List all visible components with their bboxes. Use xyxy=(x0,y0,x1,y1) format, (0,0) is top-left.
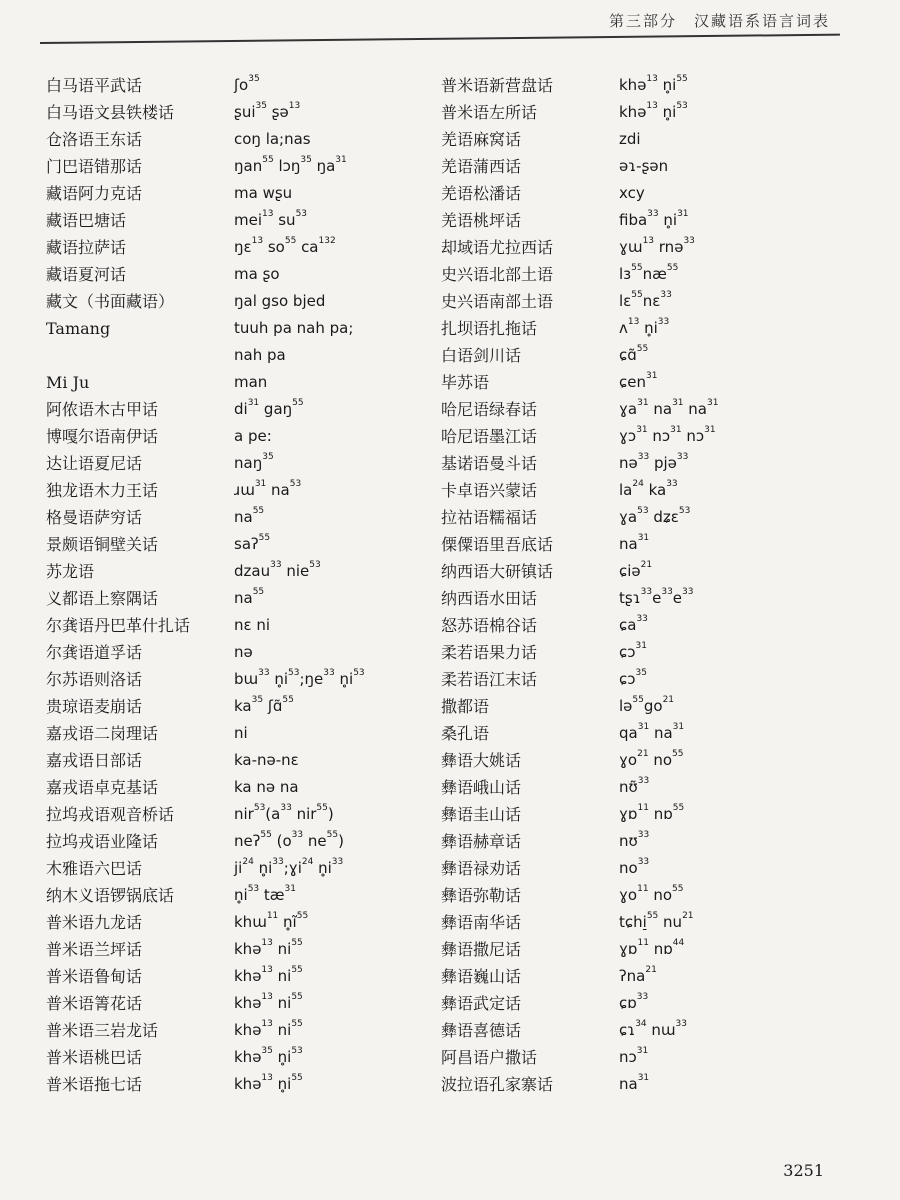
word-form: tɕhi̠$^{55}$ $nu^{21}$ xyxy=(619,911,694,931)
dialect-name: 彝语禄劝话 xyxy=(441,859,522,878)
entry-row xyxy=(441,693,856,720)
entry-row xyxy=(441,639,856,666)
word-form: coŋ la;nas xyxy=(234,130,311,148)
dialect-name: 藏语夏河话 xyxy=(46,265,127,284)
entry-row xyxy=(46,504,441,531)
entry-row xyxy=(46,288,441,315)
entry-row xyxy=(46,234,441,261)
word-form: $ji^{24}$ $n̥i^{33};ɣi^{24}$ $n̥i^{33}$ xyxy=(234,857,344,877)
word-form: ni xyxy=(234,724,248,742)
dialect-name: 普米语拖七话 xyxy=(46,1075,143,1094)
dialect-name: 达让语夏尼话 xyxy=(46,454,143,473)
dialect-name: 怒苏语棉谷话 xyxy=(441,616,538,635)
entry-row xyxy=(46,909,441,936)
entry-row xyxy=(441,936,856,963)
entry-row xyxy=(46,585,441,612)
word-form: ʔna$^{21}$ xyxy=(619,965,657,985)
entry-row xyxy=(441,585,856,612)
word-form: ɣɯ$^{13}$ rnə$^{33}$ xyxy=(619,236,695,256)
entry-row xyxy=(441,477,856,504)
dialect-name: 羌语麻窝话 xyxy=(441,130,522,149)
entry-row xyxy=(46,963,441,990)
entry-row xyxy=(441,342,856,369)
entry-row xyxy=(441,180,856,207)
entry-row xyxy=(46,1044,441,1071)
word-form: nɔ$^{31}$ xyxy=(619,1046,649,1066)
dialect-name: 苏龙语 xyxy=(46,562,95,581)
word-form: əɿ-ʂən xyxy=(619,157,669,175)
entry-row xyxy=(46,720,441,747)
dialect-name: 景颇语铜壁关话 xyxy=(46,535,159,554)
entry-row xyxy=(441,774,856,801)
dialect-name: 阿昌语户撒话 xyxy=(441,1048,538,1067)
entry-row xyxy=(441,315,856,342)
entry-row xyxy=(46,747,441,774)
dialect-name: 彝语撒尼话 xyxy=(441,940,522,959)
entry-row xyxy=(46,1017,441,1044)
entry-row xyxy=(441,747,856,774)
dialect-name: 白马语平武话 xyxy=(46,76,143,95)
entry-row xyxy=(46,855,441,882)
dialect-name: 嘉戎语卓克基话 xyxy=(46,778,159,797)
word-form: ɕɔ$^{31}$ xyxy=(619,641,647,661)
entry-row xyxy=(46,666,441,693)
header-title: 第三部分 汉藏语系语言词表 xyxy=(608,12,830,30)
word-form: a pe: xyxy=(234,427,272,445)
entry-row xyxy=(441,423,856,450)
dialect-name: 彝语赫章话 xyxy=(441,832,522,851)
dialect-name: 羌语蒲西话 xyxy=(441,157,522,176)
dialect-name: 藏文（书面藏语） xyxy=(46,292,175,311)
entry-row xyxy=(441,666,856,693)
entry-row xyxy=(46,639,441,666)
dialect-name: 尔龚语道孚话 xyxy=(46,643,143,662)
dialect-name: 普米语新营盘话 xyxy=(441,76,554,95)
word-form: xcy xyxy=(619,184,645,202)
word-form: $na^{31}$ xyxy=(619,1073,650,1093)
entry-row xyxy=(441,828,856,855)
entry-row xyxy=(46,882,441,909)
entry-row xyxy=(441,153,856,180)
entry-row xyxy=(46,99,441,126)
dialect-name: 纳西语大研镇话 xyxy=(441,562,554,581)
dialect-name: 藏语巴塘话 xyxy=(46,211,127,230)
word-form: $nir^{53}(a^{33}$ nir$^{55}$) xyxy=(234,803,334,823)
entry-row xyxy=(441,909,856,936)
word-form: zdi xyxy=(619,130,641,148)
entry-row xyxy=(441,396,856,423)
entry-row xyxy=(441,450,856,477)
entry-row xyxy=(46,315,441,342)
entry-row xyxy=(441,234,856,261)
entry-row xyxy=(441,801,856,828)
entry-row xyxy=(46,396,441,423)
entry-row xyxy=(46,207,441,234)
dialect-name: 尔苏语则洛话 xyxy=(46,670,143,689)
dialect-name: 贵琼语麦崩话 xyxy=(46,697,143,716)
entry-row xyxy=(441,72,856,99)
dialect-name: 羌语松潘话 xyxy=(441,184,522,203)
word-form: ɕen$^{31}$ xyxy=(619,371,658,391)
dialect-name: 却域语尤拉西话 xyxy=(441,238,554,257)
entry-row xyxy=(441,963,856,990)
dialect-name: 尔龚语丹巴革什扎话 xyxy=(46,616,191,635)
word-form: fiba$^{33}$ $n̥i^{31}$ xyxy=(619,209,689,229)
dialect-name: 白马语文县铁楼话 xyxy=(46,103,175,122)
word-form: khə$^{13}$ $n̥i^{55}$ xyxy=(234,1073,303,1093)
word-form: ka nə na xyxy=(234,778,299,796)
dialect-name: 义都语上察隅话 xyxy=(46,589,159,608)
word-form: ŋal gso bjed xyxy=(234,292,326,310)
word-form: ɣɒ$^{11}$ nɒ$^{44}$ xyxy=(619,938,685,958)
word-form: ka-nə-nɛ xyxy=(234,751,299,769)
dialect-name: 彝语巍山话 xyxy=(441,967,522,986)
dialect-name: 卡卓语兴蒙话 xyxy=(441,481,538,500)
dialect-name: 普米语左所话 xyxy=(441,103,538,122)
entry-row xyxy=(441,558,856,585)
page-number: 3251 xyxy=(783,1161,824,1180)
dialect-name: Tamang xyxy=(46,319,111,338)
dialect-name: 彝语弥勒话 xyxy=(441,886,522,905)
word-form: dzau$^{33}$ nie$^{53}$ xyxy=(234,560,321,580)
entry-row xyxy=(46,1071,441,1098)
dialect-name: 基诺语曼斗话 xyxy=(441,454,538,473)
dialect-name: 嘉戎语二岗理话 xyxy=(46,724,159,743)
word-form: saʔ$^{55}$ xyxy=(234,533,271,553)
dialect-name: 格曼语萨穷话 xyxy=(46,508,143,527)
word-form: khə$^{13}$ $n̥i^{55}$ xyxy=(619,74,688,94)
entry-row xyxy=(46,531,441,558)
dialect-name: 门巴语错那话 xyxy=(46,157,143,176)
dialect-name: 撒都语 xyxy=(441,697,490,716)
dialect-name: 扎坝语扎拖话 xyxy=(441,319,538,338)
entry-row xyxy=(441,126,856,153)
dialect-name: 彝语大姚话 xyxy=(441,751,522,770)
entry-row xyxy=(46,774,441,801)
word-form: man xyxy=(234,373,268,391)
word-form: $n̥i^{53}$ $tæ^{31}$ xyxy=(234,884,296,904)
dialect-name: 桑孔语 xyxy=(441,724,490,743)
entry-row xyxy=(441,720,856,747)
entry-row xyxy=(46,153,441,180)
dialect-name: 拉祜语糯福话 xyxy=(441,508,538,527)
word-form: ɣɒ$^{11}$ nɒ$^{55}$ xyxy=(619,803,685,823)
entry-row xyxy=(46,72,441,99)
word-form: khə$^{13}$ $ni^{55}$ xyxy=(234,1019,303,1039)
dialect-name: 白语剑川话 xyxy=(441,346,522,365)
dialect-name: 彝语南华话 xyxy=(441,913,522,932)
dialect-name: 藏语拉萨话 xyxy=(46,238,127,257)
word-form: nʊ$^{33}$ xyxy=(619,830,650,850)
dialect-name: 彝语喜德话 xyxy=(441,1021,522,1040)
dialect-name: 普米语九龙话 xyxy=(46,913,143,932)
dialect-name: 哈尼语墨江话 xyxy=(441,427,538,446)
entry-row xyxy=(441,288,856,315)
word-form: $di^{31}$ gaŋ$^{55}$ xyxy=(234,398,304,418)
dialect-name: 哈尼语绿春话 xyxy=(441,400,538,419)
word-form: khɯ$^{11}$ $n̥ĩ^{55}$ xyxy=(234,911,309,931)
word-form: $na^{55}$ xyxy=(234,587,265,607)
word-form: ɕɿ$^{34}$ nɯ$^{33}$ xyxy=(619,1019,687,1039)
word-form: $tʂɿ^{33}e^{33}e^{33}$ xyxy=(619,587,694,607)
dialect-name: 拉坞戎语观音桥话 xyxy=(46,805,175,824)
word-form: nɛ ni xyxy=(234,616,271,634)
entry-row xyxy=(46,126,441,153)
dialect-name: 史兴语南部土语 xyxy=(441,292,554,311)
entry-row xyxy=(46,801,441,828)
word-form: ʌ$^{13}$ $n̥i^{33}$ xyxy=(619,317,670,337)
dialect-name: 彝语武定话 xyxy=(441,994,522,1013)
dialect-name: 藏语阿力克话 xyxy=(46,184,143,203)
right-column xyxy=(441,72,856,1098)
entry-row xyxy=(441,990,856,1017)
dialect-name: 纳木义语锣锅底话 xyxy=(46,886,175,905)
entry-row xyxy=(441,261,856,288)
word-form: khə$^{13}$ $ni^{55}$ xyxy=(234,938,303,958)
entry-row xyxy=(46,369,441,396)
word-form: ɣa$^{31}$ $na^{31}$ $na^{31}$ xyxy=(619,398,719,418)
entry-row xyxy=(441,99,856,126)
word-form: nə$^{33}$ pjə$^{33}$ xyxy=(619,452,689,472)
dialect-name: 彝语峨山话 xyxy=(441,778,522,797)
entry-row xyxy=(46,477,441,504)
word-form: $na^{55}$ xyxy=(234,506,265,526)
entry-row xyxy=(441,531,856,558)
dialect-name: 阿侬语木古甲话 xyxy=(46,400,159,419)
word-form: naŋ$^{35}$ xyxy=(234,452,274,472)
word-form: nə xyxy=(234,643,253,661)
entry-row xyxy=(46,990,441,1017)
word-form: $lɜ^{55}næ^{55}$ xyxy=(619,263,679,283)
dialect-name: 拉坞戎语业隆话 xyxy=(46,832,159,851)
word-form: ɕa$^{33}$ xyxy=(619,614,648,634)
word-form: ɕiə$^{21}$ xyxy=(619,560,653,580)
word-form: ɣɔ$^{31}$ nɔ$^{31}$ nɔ$^{31}$ xyxy=(619,425,716,445)
word-form: nah pa xyxy=(234,346,286,364)
word-form: $qa^{31}$ $na^{31}$ xyxy=(619,722,685,742)
left-column xyxy=(46,72,441,1098)
word-form: ma wʂu xyxy=(234,184,293,202)
dialect-name: 普米语箐花话 xyxy=(46,994,143,1013)
dialect-name: 木雅语六巴话 xyxy=(46,859,143,878)
dialect-name: 毕苏语 xyxy=(441,373,490,392)
dialect-name: 纳西语水田话 xyxy=(441,589,538,608)
dialect-name: 嘉戎语日部话 xyxy=(46,751,143,770)
word-form: ŋan$^{55}$ lɔŋ$^{35}$ $ŋa^{31}$ xyxy=(234,155,347,175)
dialect-name: 普米语桃巴话 xyxy=(46,1048,143,1067)
word-form: khə$^{35}$ $n̥i^{53}$ xyxy=(234,1046,303,1066)
entry-row xyxy=(46,423,441,450)
entry-row xyxy=(441,369,856,396)
entry-row xyxy=(46,558,441,585)
dialect-name: 波拉语孔家寨话 xyxy=(441,1075,554,1094)
entry-row xyxy=(441,207,856,234)
dialect-name: 羌语桃坪话 xyxy=(441,211,522,230)
dialect-name: 彝语圭山话 xyxy=(441,805,522,824)
word-form: ʃo$^{35}$ xyxy=(234,74,260,94)
entry-row xyxy=(46,261,441,288)
word-form: ɣo$^{11}$ $no^{55}$ xyxy=(619,884,684,904)
word-form: mei$^{13}$ $su^{53}$ xyxy=(234,209,308,229)
dialect-name: 普米语鲁甸话 xyxy=(46,967,143,986)
word-list xyxy=(46,72,856,1098)
word-form: ɕɔ$^{35}$ xyxy=(619,668,647,688)
entry-row xyxy=(46,180,441,207)
entry-row xyxy=(46,936,441,963)
running-header xyxy=(40,0,840,52)
dialect-name: 独龙语木力王话 xyxy=(46,481,159,500)
word-form: ʂui$^{35}$ ʂə$^{13}$ xyxy=(234,101,301,121)
word-form: $la^{24}$ $ka^{33}$ xyxy=(619,479,678,499)
header-rule xyxy=(40,34,840,44)
word-form: khə$^{13}$ $n̥i^{53}$ xyxy=(619,101,688,121)
dialect-name: 柔若语果力话 xyxy=(441,643,538,662)
word-form: khə$^{13}$ $ni^{55}$ xyxy=(234,965,303,985)
word-form: ɹɯ$^{31}$ $na^{53}$ xyxy=(234,479,302,499)
entry-row xyxy=(441,504,856,531)
word-form: ɕɒ$^{33}$ xyxy=(619,992,649,1012)
entry-row xyxy=(46,612,441,639)
word-form: ma ʂo xyxy=(234,265,280,283)
word-form: $no^{33}$ xyxy=(619,857,650,877)
dialect-name: Mi Ju xyxy=(46,373,90,392)
word-form: ɣa$^{53}$ dʑɛ$^{53}$ xyxy=(619,506,691,526)
word-form: $na^{31}$ xyxy=(619,533,650,553)
entry-row xyxy=(441,1044,856,1071)
dialect-name: 仓洛语王东话 xyxy=(46,130,143,149)
entry-row xyxy=(441,612,856,639)
word-form: ŋɛ$^{13}$ $so^{55}$ $ca^{132}$ xyxy=(234,236,336,256)
word-form: ɣo$^{21}$ $no^{55}$ xyxy=(619,749,684,769)
word-form: bɯ$^{33}$ $n̥i^{53};ŋe^{33}$ $n̥i^{53}$ xyxy=(234,668,365,688)
entry-row xyxy=(441,1017,856,1044)
word-form: $ka^{35}$ ʃɑ̃$^{55}$ xyxy=(234,695,294,715)
entry-row xyxy=(441,855,856,882)
dialect-name: 博嘎尔语南伊话 xyxy=(46,427,159,446)
word-form: nʊ̃$^{33}$ xyxy=(619,776,650,796)
entry-row xyxy=(46,342,441,369)
dialect-name: 普米语兰坪话 xyxy=(46,940,143,959)
entry-row xyxy=(441,1071,856,1098)
word-form: $lə^{55}go^{21}$ xyxy=(619,695,675,715)
dialect-name: 傈僳语里吾底话 xyxy=(441,535,554,554)
dialect-name: 普米语三岩龙话 xyxy=(46,1021,159,1040)
entry-row xyxy=(46,450,441,477)
word-form: tuuh pa nah pa; xyxy=(234,319,354,337)
word-form: khə$^{13}$ $ni^{55}$ xyxy=(234,992,303,1012)
entry-row xyxy=(441,882,856,909)
dialect-name: 史兴语北部土语 xyxy=(441,265,554,284)
dialect-name: 柔若语江末话 xyxy=(441,670,538,689)
word-form: neʔ$^{55}$ ($o^{33}$ $ne^{55}$) xyxy=(234,830,344,850)
word-form: lɛ$^{55}$nɛ$^{33}$ xyxy=(619,290,672,310)
word-form: ɕɑ̃$^{55}$ xyxy=(619,344,649,364)
entry-row xyxy=(46,693,441,720)
entry-row xyxy=(46,828,441,855)
